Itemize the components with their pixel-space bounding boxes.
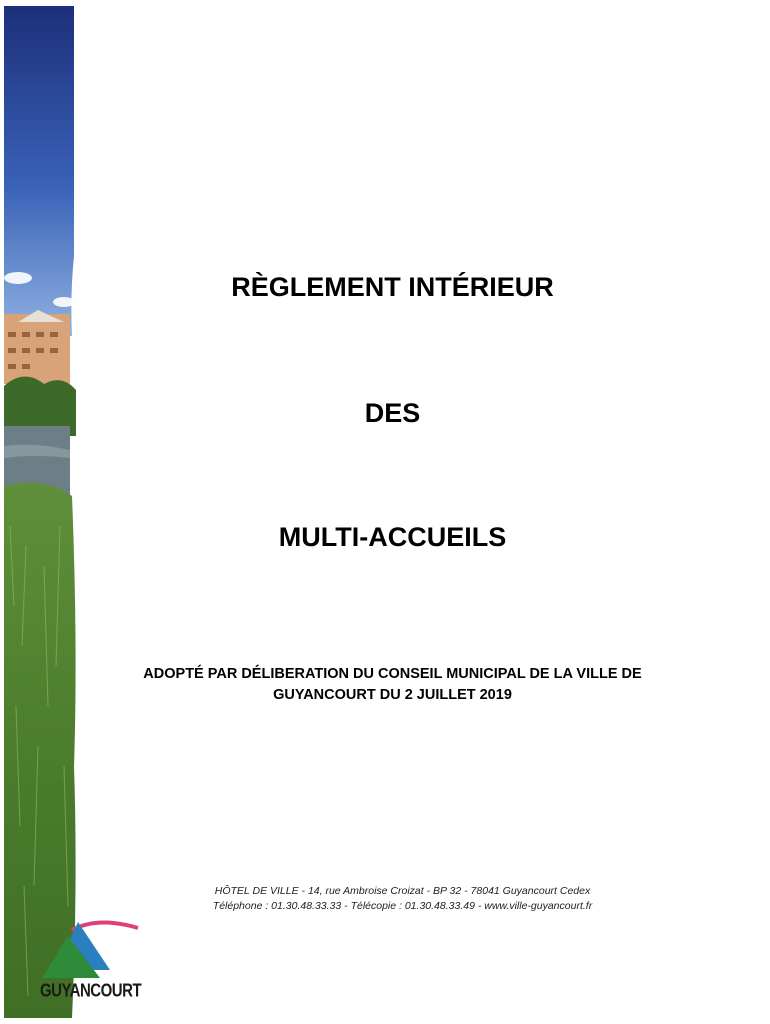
sky-area <box>4 6 74 336</box>
footer-phone-web: Téléphone : 01.30.48.33.33 - Télécopie : 01.30.48.33.49 - www.ville-guyancourt.fr <box>212 900 593 912</box>
cloud <box>4 272 32 284</box>
adoption-line-1: ADOPTÉ PAR DÉLIBERATION DU CONSEIL MUNICIPAL DE LA VILLE DE <box>143 666 642 682</box>
adoption-line-2: GUYANCOURT DU 2 JUILLET 2019 <box>273 687 512 703</box>
cloud <box>53 297 75 307</box>
side-photo-strip <box>4 6 76 1018</box>
footer-contact <box>140 884 665 914</box>
title-line-1: RÈGLEMENT INTÉRIEUR <box>231 272 554 302</box>
title-line-3: MULTI-ACCUEILS <box>278 522 507 552</box>
logo-text: GUYANCOURT <box>40 980 142 1002</box>
adoption-statement <box>110 664 675 706</box>
footer-address: HÔTEL DE VILLE - 14, rue Ambroise Croizat - BP 32 - 78041 Guyancourt Cedex <box>214 885 591 897</box>
title-line-2: DES <box>364 398 421 428</box>
